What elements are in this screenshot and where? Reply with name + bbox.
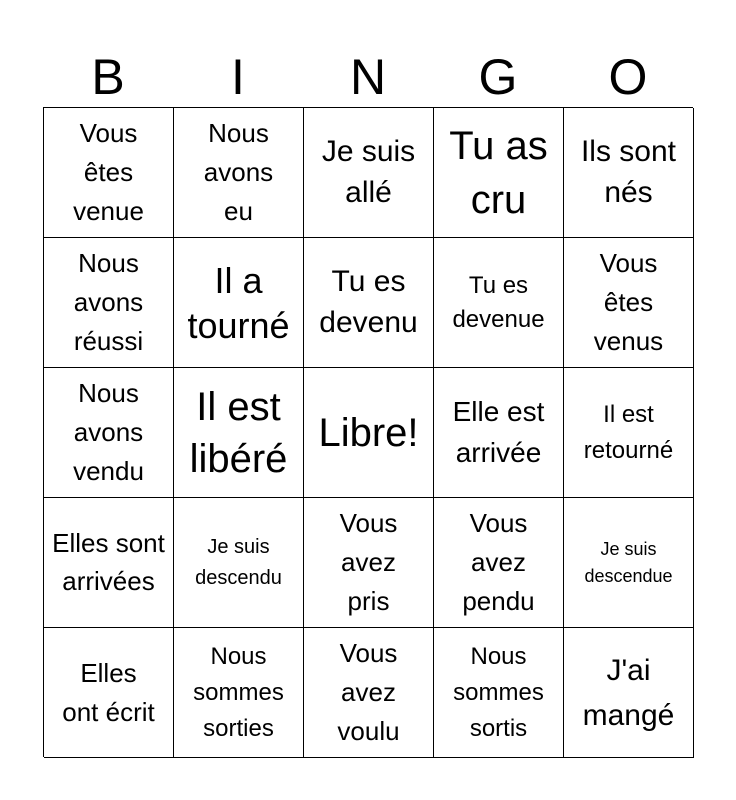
bingo-cell-r1c2[interactable]	[174, 108, 304, 238]
cell-text: Il est retourné	[583, 400, 674, 464]
bingo-cell-r3c3[interactable]	[304, 368, 434, 498]
bingo-cell-r1c1[interactable]	[44, 108, 174, 238]
cell-text: Je suis allé	[321, 135, 416, 209]
cell-text: Nous sommes sortis	[453, 642, 544, 742]
bingo-cell-r2c5[interactable]	[564, 238, 694, 368]
bingo-cell-r1c3[interactable]	[304, 108, 434, 238]
cell-text: Elles sont arrivées	[52, 527, 165, 596]
cell-text: Je suis descendue	[584, 538, 673, 586]
cell-text: Ils sont nés	[580, 135, 677, 209]
cell-text: Vous avez pendu	[462, 508, 535, 616]
cell-text: Nous avons vendu	[73, 378, 144, 486]
bingo-cell-r2c1[interactable]	[44, 238, 174, 368]
cell-text: Tu as cru	[449, 123, 548, 222]
header-letter-o: O	[608, 49, 648, 105]
bingo-cell-r5c1[interactable]	[44, 628, 174, 758]
cell-text: Elle est arrivée	[452, 395, 545, 468]
bingo-cell-r2c2[interactable]	[174, 238, 304, 368]
header-letter-n: N	[349, 49, 387, 105]
bingo-cell-r3c2[interactable]	[174, 368, 304, 498]
bingo-header	[43, 48, 693, 106]
cell-text: J'ai mangé	[582, 653, 675, 732]
bingo-cell-r4c3[interactable]	[304, 498, 434, 628]
cell-text: Vous êtes venue	[73, 118, 144, 226]
bingo-cell-r1c5[interactable]	[564, 108, 694, 238]
bingo-cell-r4c4[interactable]	[434, 498, 564, 628]
bingo-cell-r5c2[interactable]	[174, 628, 304, 758]
cell-text: Nous avons réussi	[73, 248, 144, 356]
bingo-cell-r5c4[interactable]	[434, 628, 564, 758]
bingo-cell-r3c1[interactable]	[44, 368, 174, 498]
header-letter-i: I	[231, 49, 245, 105]
bingo-cell-r5c3[interactable]	[304, 628, 434, 758]
cell-text: Nous avons eu	[203, 118, 274, 226]
bingo-board	[43, 107, 693, 757]
bingo-cell-r2c4[interactable]	[434, 238, 564, 368]
cell-text: Vous avez voulu	[337, 638, 400, 746]
header-letter-b: B	[91, 49, 125, 105]
cell-text: Je suis descendu	[195, 535, 282, 589]
cell-text: Tu es devenu	[319, 265, 418, 339]
cell-text: Tu es devenue	[452, 271, 545, 333]
bingo-cell-r4c1[interactable]	[44, 498, 174, 628]
cell-text: Nous sommes sorties	[193, 642, 284, 742]
cell-text: Il est libéré	[189, 384, 288, 481]
header-letter-g: G	[478, 49, 518, 105]
bingo-cell-r1c4[interactable]	[434, 108, 564, 238]
cell-text: Elles ont écrit	[62, 657, 155, 727]
bingo-cell-r2c3[interactable]	[304, 238, 434, 368]
bingo-cell-r3c5[interactable]	[564, 368, 694, 498]
bingo-cell-r5c5[interactable]	[564, 628, 694, 758]
bingo-cell-r4c5[interactable]	[564, 498, 694, 628]
cell-text: Il a tourné	[187, 259, 290, 346]
cell-text: Vous êtes venus	[593, 248, 664, 356]
cell-text: Libre!	[318, 410, 419, 455]
cell-text: Vous avez pris	[339, 508, 398, 616]
bingo-cell-r3c4[interactable]	[434, 368, 564, 498]
bingo-cell-r4c2[interactable]	[174, 498, 304, 628]
